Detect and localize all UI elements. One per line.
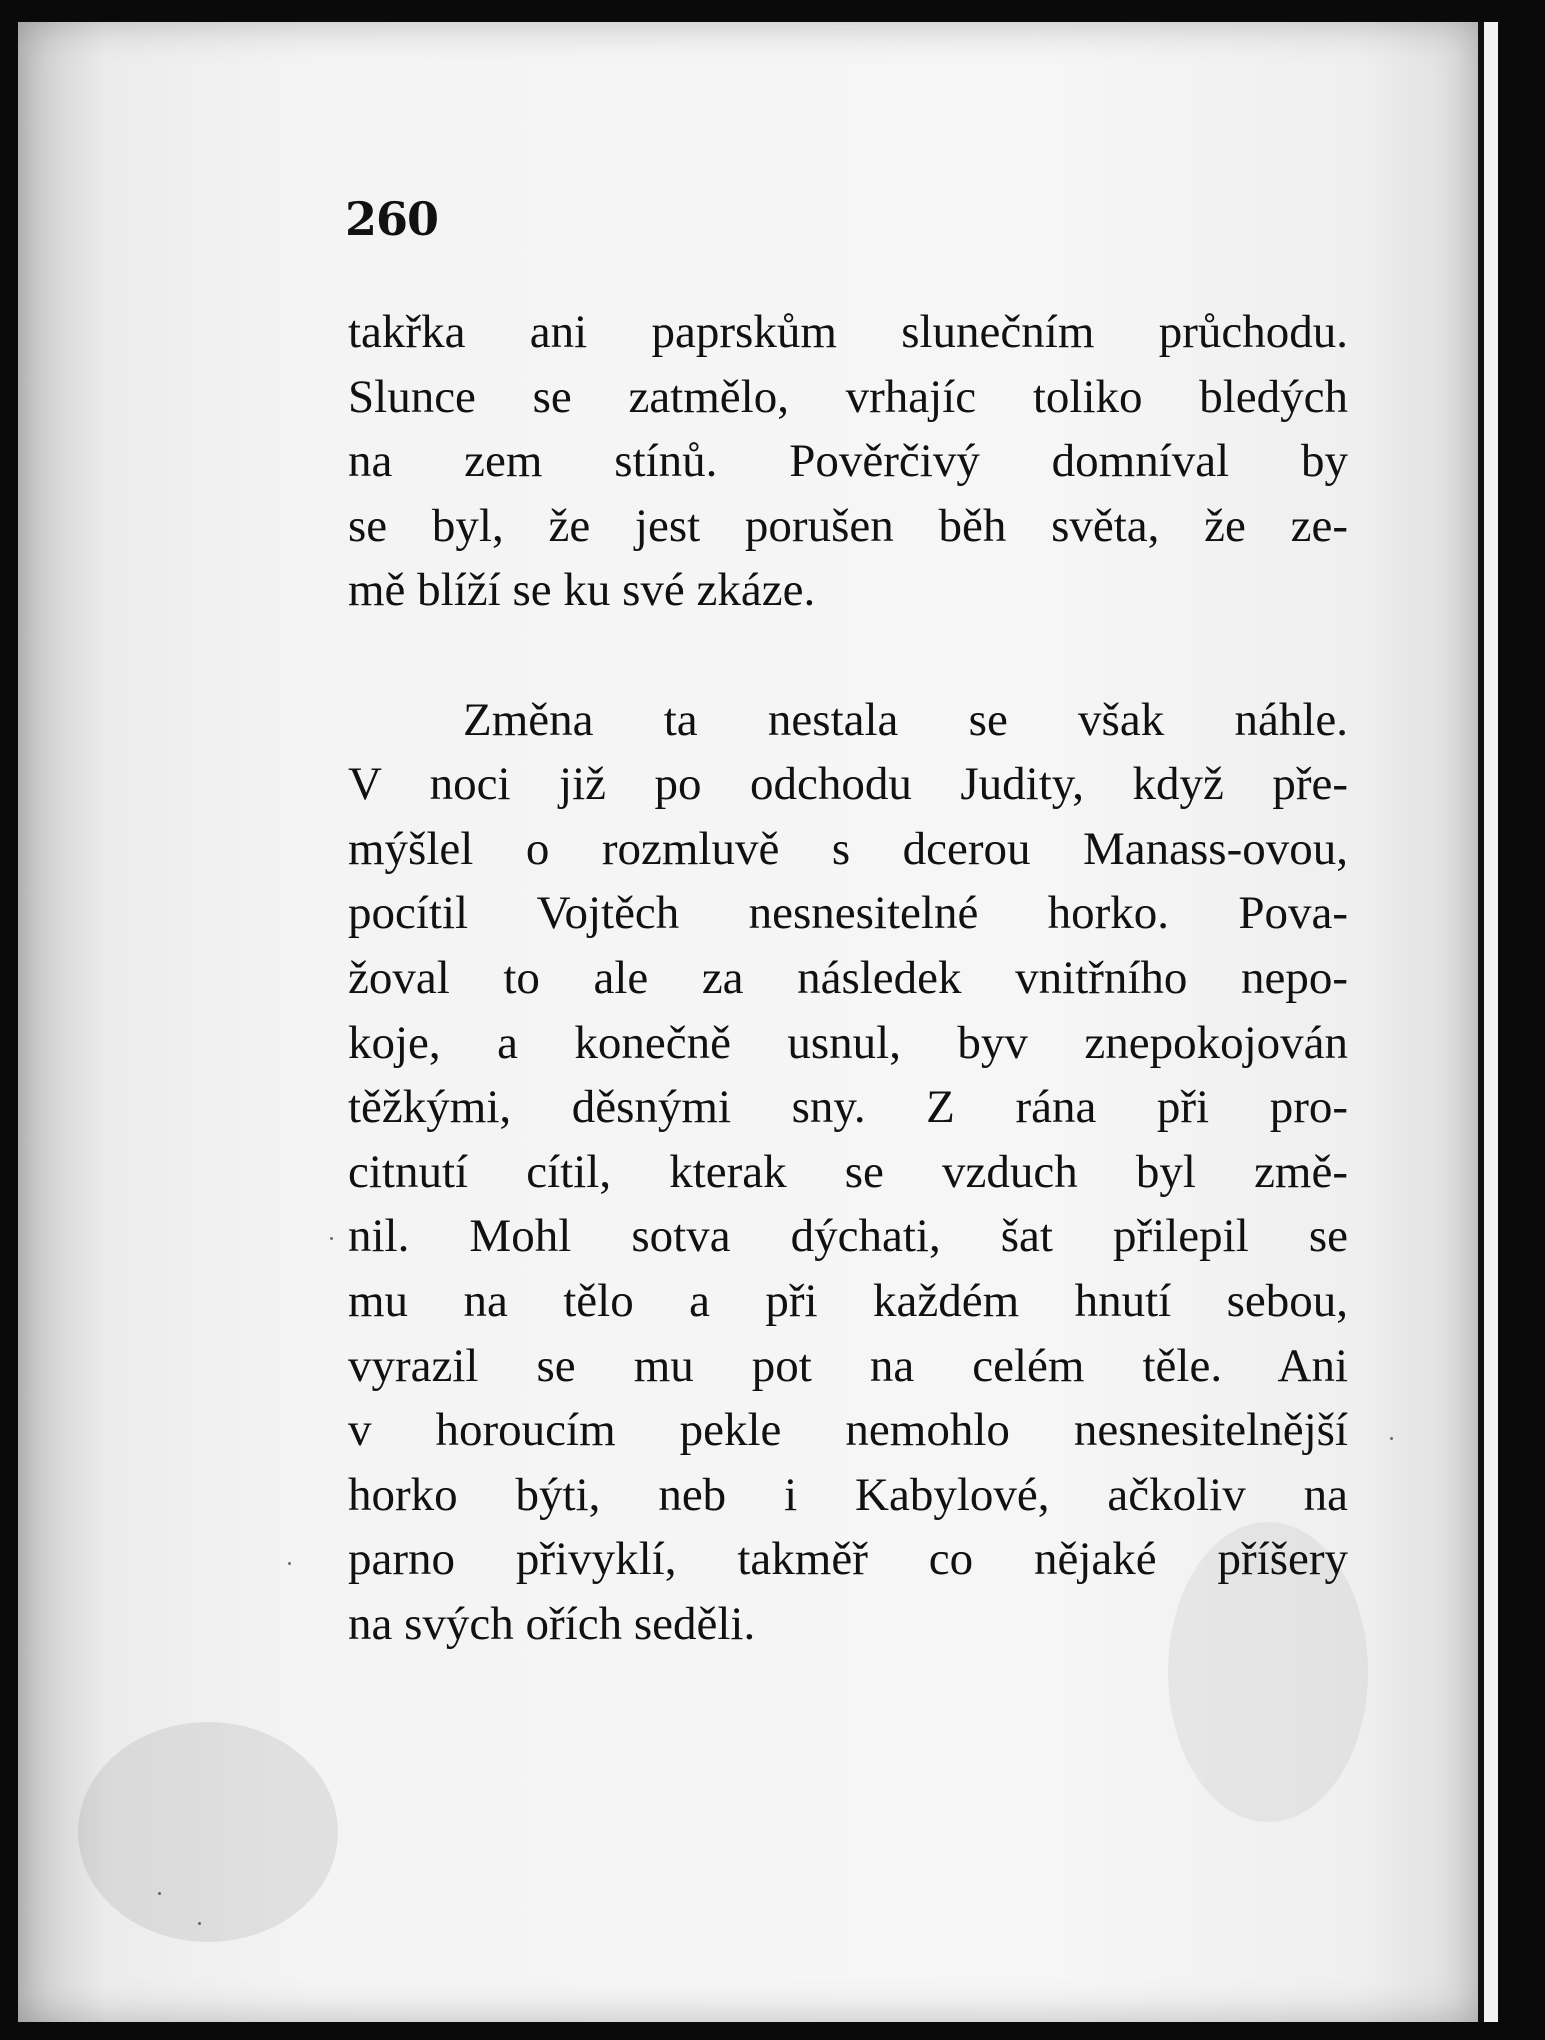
text-line: pocítil Vojtěch nesnesitelné horko. Pova- (348, 887, 1348, 940)
text-line: mě blíží se ku své zkáze. (348, 564, 816, 617)
text-line: horko býti, neb i Kabylové, ačkoliv na (348, 1468, 1348, 1521)
text-line: takřka ani paprskům slunečním průchodu. (348, 306, 1348, 358)
text-line: na svých ořích seděli. (348, 1597, 756, 1650)
paragraph-gap (348, 623, 1348, 688)
text-line: v horoucím pekle nemohlo nesnesitelnější (348, 1404, 1348, 1457)
text-line: parno přivyklí, takměř co nějaké příšery (348, 1533, 1348, 1586)
text-line: se byl, že jest porušen běh světa, že ze- (348, 499, 1348, 552)
paper-smudge (78, 1722, 338, 1942)
page-number: 260 (345, 192, 439, 246)
body-text (348, 300, 1348, 1656)
text-line: těžkými, děsnými sny. Z rána při pro- (348, 1081, 1348, 1134)
paper-speck (288, 1562, 291, 1565)
text-line: Slunce se zatmělo, vrhajíc toliko bledých (348, 370, 1348, 423)
text-line: mu na tělo a při každém hnutí sebou, (348, 1274, 1348, 1327)
text-line: vyrazil se mu pot na celém těle. Ani (348, 1339, 1348, 1392)
text-line: nil. Mohl sotva dýchati, šat přilepil se (348, 1210, 1348, 1263)
page-edge (1478, 22, 1498, 2022)
paper-speck (158, 1892, 161, 1895)
paper-speck (330, 1237, 333, 1240)
text-line: koje, a konečně usnul, byv znepokojován (348, 1016, 1348, 1069)
paper-speck (198, 1922, 201, 1925)
text-line: Změna ta nestala se však náhle. (463, 693, 1348, 746)
text-line: žoval to ale za následek vnitřního nepo- (348, 951, 1348, 1004)
text-line: citnutí cítil, kterak se vzduch byl změ- (348, 1145, 1348, 1198)
scan-border (1504, 22, 1545, 2022)
paper-speck (1390, 1437, 1393, 1440)
text-line: V noci již po odchodu Judity, když pře- (348, 758, 1348, 811)
text-line: mýšlel o rozmluvě s dcerou Manass-ovou, (348, 822, 1348, 875)
text-line: na zem stínů. Pověrčivý domníval by (348, 435, 1348, 488)
